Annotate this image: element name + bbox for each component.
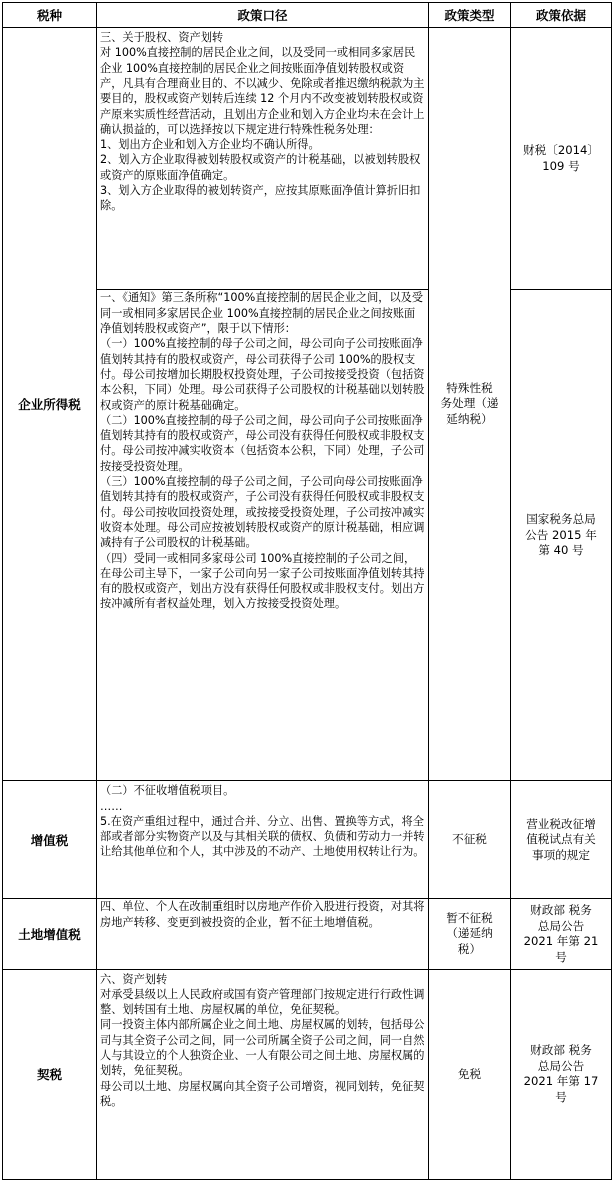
policy-type-line: 不征税 xyxy=(452,832,487,847)
policy-paragraph: 5.在资产重组过程中，通过合并、分立、出售、置换等方式，将全部或者部分实物资产以及与其相关联的债权、负债和劳动力一并转让给其他单位和个人，其中涉及的不动产、土地使用权转让行为。 xyxy=(100,814,425,859)
table-row xyxy=(3,781,612,899)
table-row xyxy=(3,28,612,290)
basis-line: 营业税改征增 xyxy=(526,816,596,831)
basis-line: 总局公告 xyxy=(537,918,585,933)
basis-line: 109 号 xyxy=(542,158,580,173)
basis-line: 号 xyxy=(555,949,567,964)
tax-name-cell: 企业所得税 xyxy=(3,28,97,781)
policy-type-cell xyxy=(429,28,511,781)
policy-type-line: 特殊性税 xyxy=(446,380,493,395)
table-header-row xyxy=(3,3,612,28)
basis-line: 财政部 税务 xyxy=(530,903,592,918)
table-row xyxy=(3,969,612,1179)
policy-paragraph: 2、划入方企业取得被划转股权或资产的计税基础，以被划转股权或资产的原账面净值确定。 xyxy=(100,153,421,182)
policy-paragraph: （四）受同一或相同多家母公司 100%直接控制的子公司之间，在母公司主导下，一家子公司向另一家子公司按账面净值划转其持有的股权或资产，划出方没有获得任何股权或非股权支付。划出方按冲减所有者权益处理，划入方按接受投资处理。 xyxy=(100,551,425,611)
policy-paragraph: （二）不征收增值税项目。 xyxy=(100,784,235,798)
policy-paragraph: 3、划入方企业取得的被划转资产，应按其原账面净值计算折旧扣除。 xyxy=(100,184,421,213)
policy-text-cell xyxy=(97,899,429,969)
header-tax-type: 税种 xyxy=(3,3,97,28)
policy-paragraph: 一、《通知》第三条所称“100%直接控制的居民企业之间，以及受同一或相同多家居民企业 100%直接控制的居民企业之间按账面净值划转股权或资产”，限于以下情形： xyxy=(100,291,424,336)
policy-basis-cell xyxy=(511,781,612,899)
policy-basis-cell xyxy=(511,28,612,290)
policy-paragraph: …… xyxy=(100,799,123,813)
basis-line: 公告 2015 年 xyxy=(525,527,597,542)
basis-line: 总局公告 xyxy=(537,1058,585,1073)
basis-line: 号 xyxy=(555,1089,567,1104)
policy-type-line: 延纳税） xyxy=(446,411,493,426)
policy-paragraph: （二）100%直接控制的母子公司之间，母公司向子公司按账面净值划转其持有的股权或资产，母公司没有获得任何股权或非股权支付。母公司按冲减实收资本（包括资本公积，下同）处理，子公司按接受投资处理。 xyxy=(100,413,425,473)
policy-paragraph: （一）100%直接控制的母子公司之间，母公司向子公司按账面净值划转其持有的股权或资产，母公司获得子公司 100%的股权支付。母公司按增加长期股权投资处理，子公司按接受投资（包括资本公积，下同）处理。母公司获得子公司股权的计税基础以划转股权或资产的原计税基础确定。 xyxy=(100,337,425,412)
policy-basis-cell xyxy=(511,969,612,1179)
tax-name-cell: 契税 xyxy=(3,969,97,1179)
tax-name-cell: 土地增值税 xyxy=(3,899,97,969)
basis-line: 国家税务总局 xyxy=(526,512,596,527)
policy-table xyxy=(2,2,612,1180)
policy-paragraph: 母公司以土地、房屋权属向其全资子公司增资，视同划转，免征契税。 xyxy=(100,1079,425,1108)
policy-paragraph: 对承受县级以上人民政府或国有资产管理部门按规定进行行政性调整、划转国有土地、房屋权属的单位，免征契税。 xyxy=(100,987,425,1017)
policy-text-cell xyxy=(97,969,429,1179)
basis-line: 财政部 税务 xyxy=(530,1043,592,1058)
header-policy: 政策口径 xyxy=(97,3,429,28)
header-policy-type: 政策类型 xyxy=(429,3,511,28)
policy-paragraph: 六、资产划转 xyxy=(100,972,168,986)
basis-line: 事项的规定 xyxy=(532,847,590,862)
table-row xyxy=(3,899,612,969)
policy-paragraph: 1、划出方企业和划入方企业均不确认所得。 xyxy=(100,138,320,152)
basis-line: 值税试点有关 xyxy=(526,832,596,847)
basis-line: 2021 年第 21 xyxy=(523,934,599,949)
policy-text-cell xyxy=(97,781,429,899)
policy-paragraph: 三、关于股权、资产划转 xyxy=(100,31,224,45)
policy-paragraph: 同一投资主体内部所属企业之间土地、房屋权属的划转，包括母公司与其全资子公司之间，同一公司所属全资子公司之间，同一自然人与其设立的个人独资企业、一人有限公司之间土地、房屋权属的划转，免征契税。 xyxy=(100,1018,425,1078)
tax-name-cell: 增值税 xyxy=(3,781,97,899)
basis-line: 财税〔2014〕 xyxy=(523,143,599,158)
policy-type-line: 税） xyxy=(457,941,482,956)
policy-text-cell xyxy=(97,290,429,781)
policy-paragraph: （三）100%直接控制的母子公司之间，子公司向母公司按账面净值划转其持有的股权或资产，子公司没有获得任何股权或非股权支付。母公司按收回投资处理，或按接受投资处理，子公司按冲减实收资本处理。母公司应按被划转股权或资产的原计税基础，相应调减持有子公司股权的计税基础。 xyxy=(100,475,425,550)
policy-type-cell xyxy=(429,899,511,969)
basis-line: 第 40 号 xyxy=(538,543,584,558)
policy-type-line: 免税 xyxy=(457,1066,482,1081)
policy-type-cell xyxy=(429,969,511,1179)
header-basis: 政策依据 xyxy=(511,3,612,28)
policy-text-cell xyxy=(97,28,429,290)
policy-paragraph: 对 100%直接控制的居民企业之间，以及受同一或相同多家居民企业 100%直接控制的居民企业之间按账面净值划转股权或资产，凡具有合理商业目的、不以减少、免除或者推迟缴纳税款为主要目的，股权或资产划转后连续 12 个月内不改变被划转股权或资产原来实质性经营活动，且划出方企业和划入方企业均未在会计上确认损益的，可以选择按以下规定进行特殊性税务处理： xyxy=(100,46,425,136)
policy-type-line: 暂不征税 xyxy=(446,910,493,925)
policy-type-line: （递延纳 xyxy=(446,926,493,941)
policy-type-line: 务处理（递 xyxy=(440,396,499,411)
policy-basis-cell xyxy=(511,290,612,781)
policy-paragraph: 四、单位、个人在改制重组时以房地产作价入股进行投资，对其将房地产转移、变更到被投资的企业，暂不征土地增值税。 xyxy=(100,900,425,929)
policy-type-cell xyxy=(429,781,511,899)
basis-line: 2021 年第 17 xyxy=(523,1074,599,1089)
policy-basis-cell xyxy=(511,899,612,969)
